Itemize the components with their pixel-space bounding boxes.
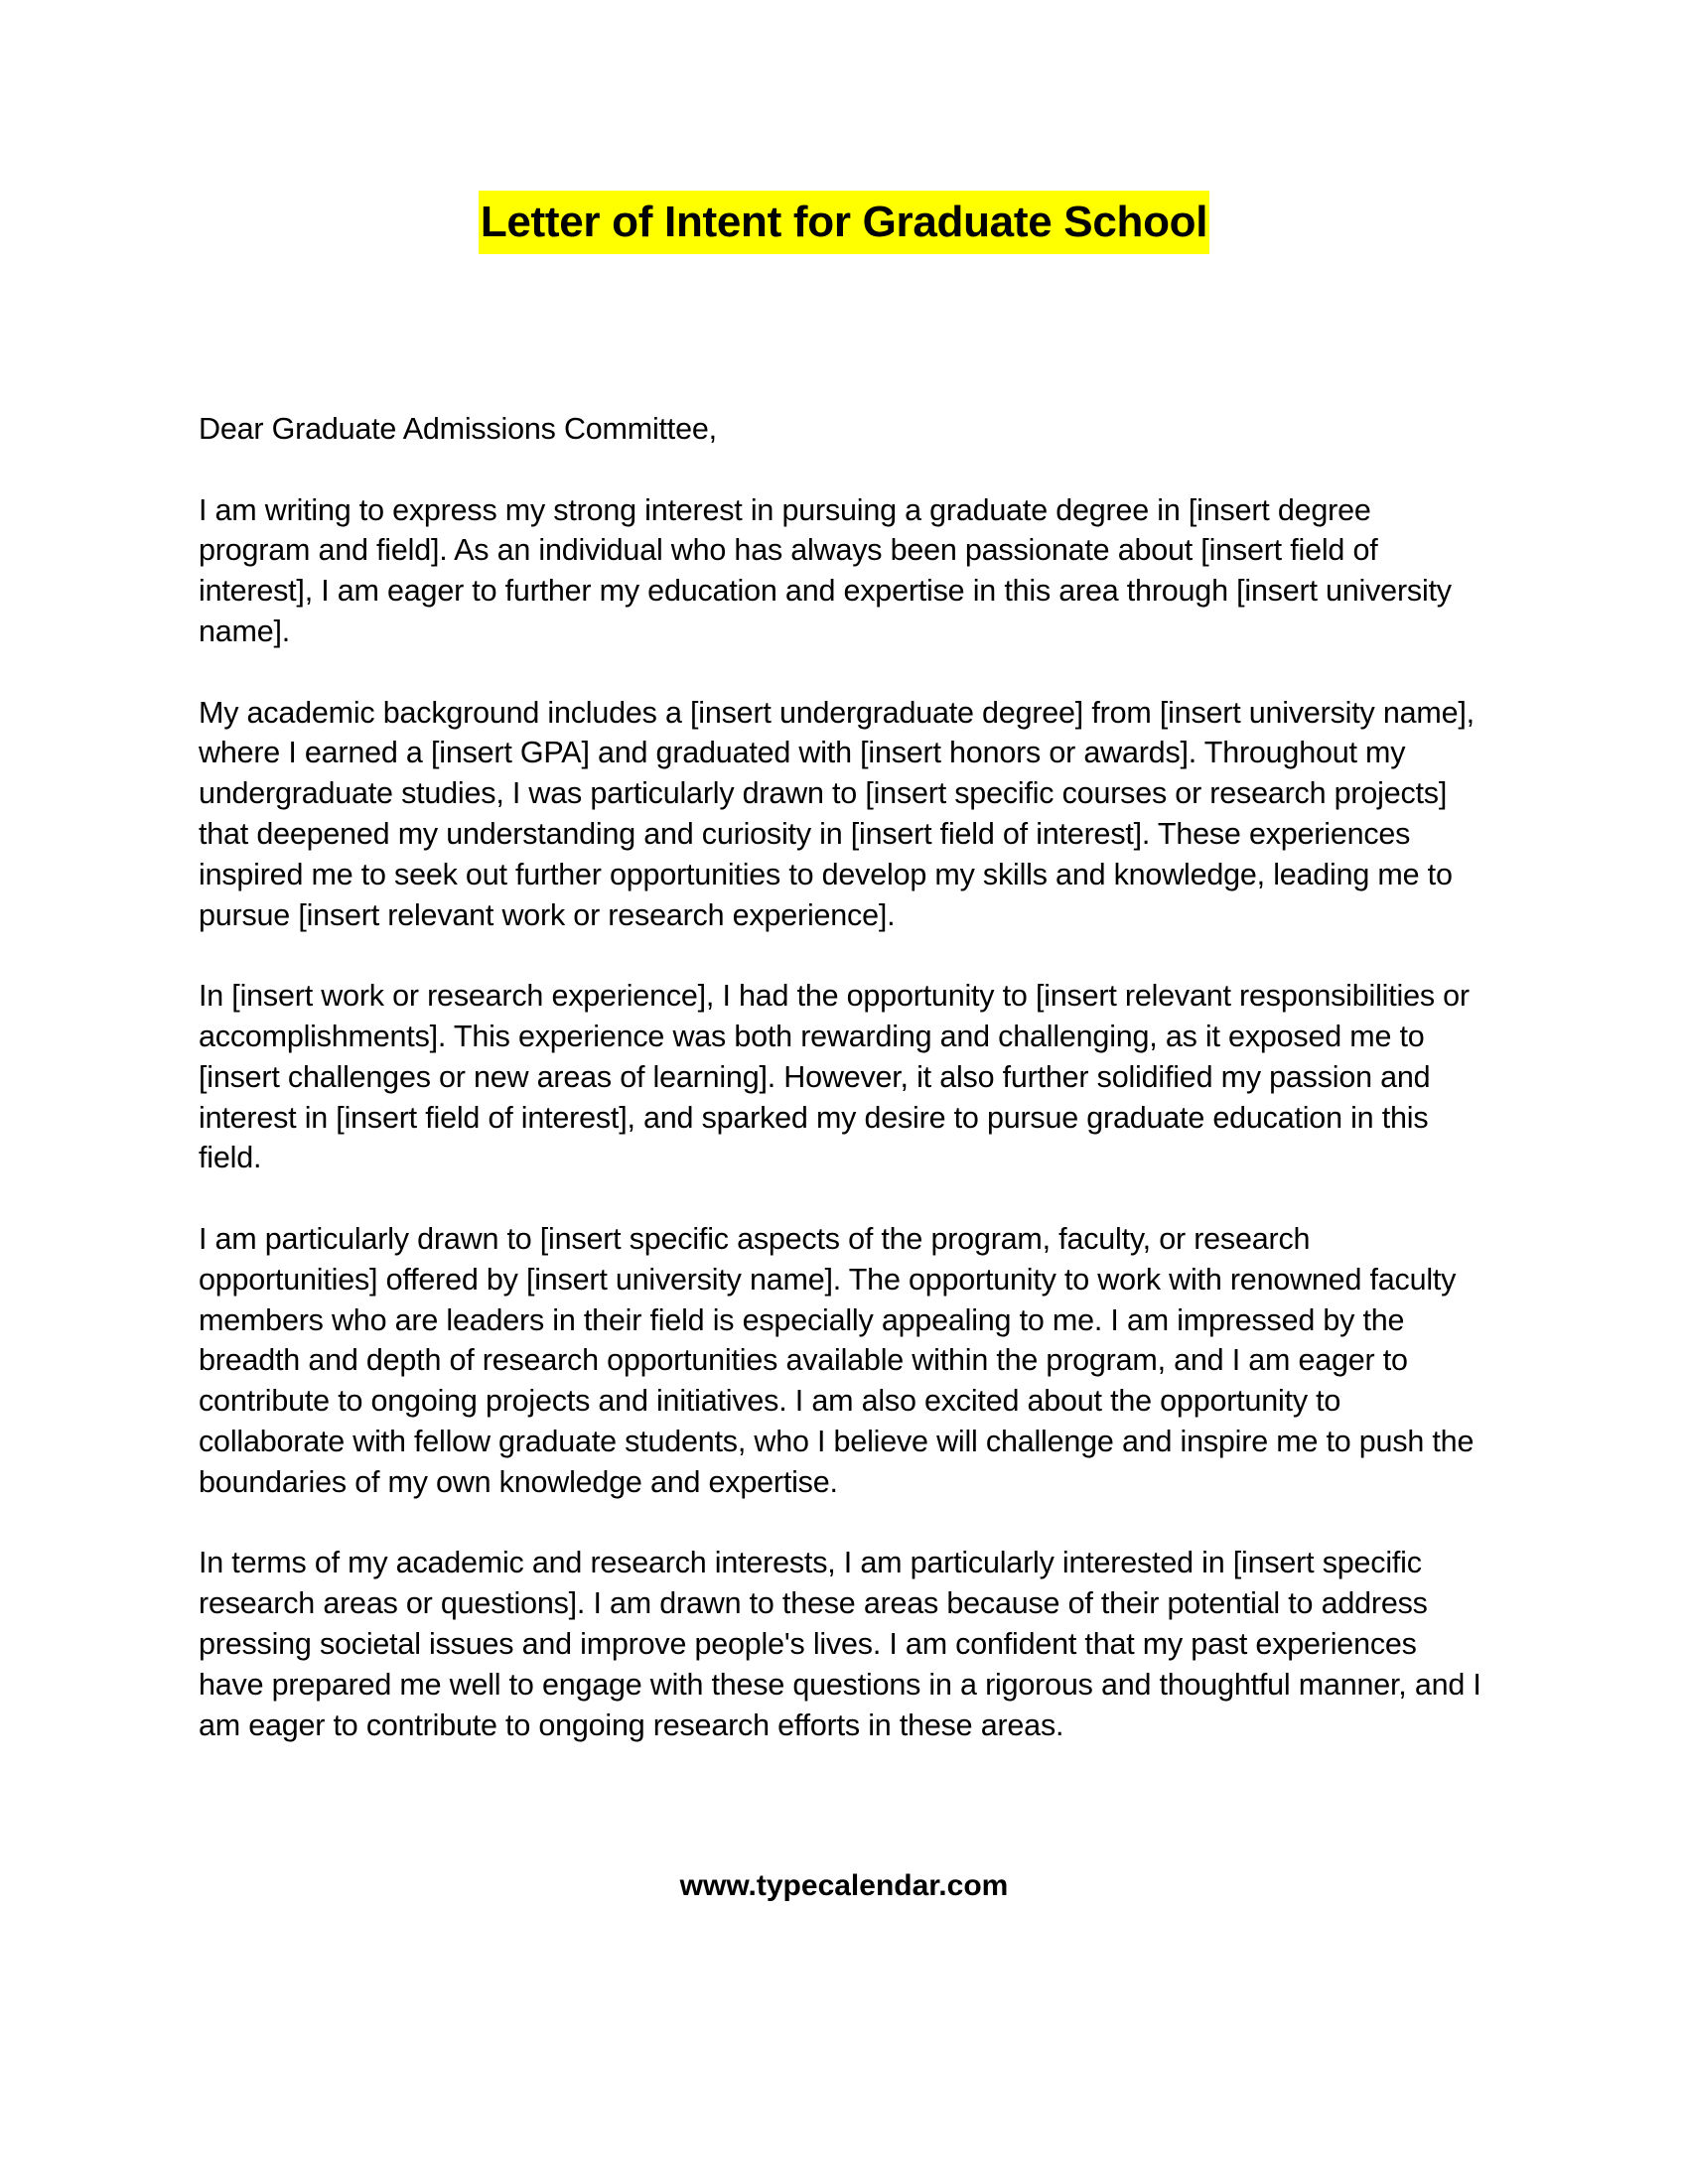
paragraph-program-interest: I am particularly drawn to [insert specific aspects of the program, faculty, or research opportunities] offered by [insert university name]. The opportunity to work with renowned faculty members who are leaders in their field is especially appealing to me. I am impressed by the breadth and depth of research opportunities available within the program, and I am eager to contribute to ongoing projects and initiatives. I am also excited about the opportunity to collaborate with fellow graduate students, who I believe will challenge and inspire me to push the boundaries of my own knowledge and expertise.	[199, 1221, 1475, 1499]
paragraph-academic-background: My academic background includes a [insert undergraduate degree] from [insert university name], where I earned a [insert GPA] and graduated with [insert honors or awards]. Throughout my undergraduate studies, I was particularly drawn to [insert specific courses or research projects] that deepened my understanding and curiosity in [insert field of interest]. These experiences inspired me to seek out further opportunities to develop my skills and knowledge, leading me to pursue [insert relevant work or research experience].	[199, 695, 1475, 932]
letter-body	[199, 409, 1489, 1786]
paragraph-intro: I am writing to express my strong interest in pursuing a graduate degree in [insert degree program and field]. As an individual who has always been passionate about [insert field of interest], I am eager to further my education and expertise in this area through [insert university name].	[199, 492, 1452, 648]
page-title: Letter of Intent for Graduate School	[479, 191, 1209, 254]
footer-website: www.typecalendar.com	[679, 1869, 1009, 1902]
salutation: Dear Graduate Admissions Committee,	[199, 412, 717, 446]
paragraph-research-interests: In terms of my academic and research interests, I am particularly interested in [insert specific research areas or questions]. I am drawn to these areas because of their potential to address pressing societal issues and improve people's lives. I am confident that my past experiences have prepared me well to engage with these questions in a rigorous and thoughtful manner, and I am eager to contribute to ongoing research efforts in these areas.	[199, 1546, 1481, 1742]
paragraph-experience: In [insert work or research experience], I had the opportunity to [insert relevant responsibilities or accomplishments]. This experience was both rewarding and challenging, as it exposed me to [insert challenges or new areas of learning]. However, it also further solidified my passion and interest in [insert field of interest], and sparked my desire to pursue graduate education in this field.	[199, 979, 1470, 1175]
title-container	[0, 191, 1688, 254]
